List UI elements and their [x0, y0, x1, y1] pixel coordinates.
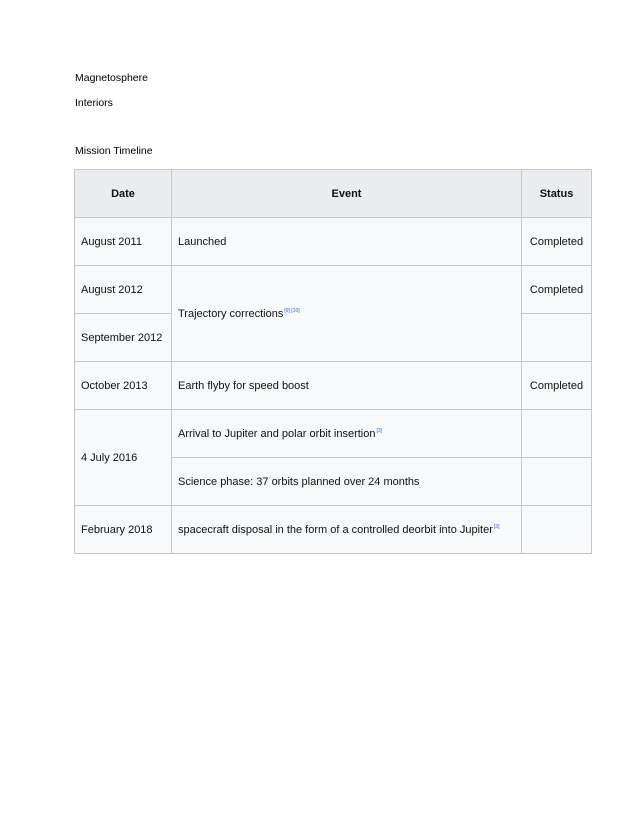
event-cell — [172, 410, 522, 458]
table-row — [75, 266, 592, 314]
reference-link[interactable]: [9] [10] — [284, 307, 300, 314]
table-row — [75, 410, 592, 458]
date-cell: September 2012 — [75, 314, 172, 362]
reference-link[interactable]: [3] — [376, 427, 383, 434]
event-text: Trajectory corrections — [178, 307, 284, 320]
date-cell: August 2012 — [75, 266, 172, 314]
date-cell: 4 July 2016 — [75, 410, 172, 506]
status-cell: Completed — [522, 362, 592, 410]
mission-timeline-table — [74, 169, 592, 554]
date-cell: August 2011 — [75, 218, 172, 266]
event-cell — [172, 266, 522, 362]
status-cell — [522, 314, 592, 362]
paragraph-interiors: Interiors — [75, 97, 113, 109]
header-status: Status — [522, 170, 592, 218]
event-text: Arrival to Jupiter and polar orbit insertion — [178, 427, 376, 440]
status-cell — [522, 458, 592, 506]
table-row — [75, 218, 592, 266]
event-cell: Science phase: 37 orbits planned over 24 months — [172, 458, 522, 506]
status-cell — [522, 410, 592, 458]
status-cell: Completed — [522, 266, 592, 314]
reference-link[interactable]: [3] — [493, 523, 500, 530]
table-row — [75, 362, 592, 410]
status-cell: Completed — [522, 218, 592, 266]
date-cell: October 2013 — [75, 362, 172, 410]
table-header-row — [75, 170, 592, 218]
event-cell: Launched — [172, 218, 522, 266]
timeline-heading: Mission Timeline — [75, 145, 153, 157]
header-date: Date — [75, 170, 172, 218]
table-row — [75, 506, 592, 554]
event-cell — [172, 506, 522, 554]
status-cell — [522, 506, 592, 554]
paragraph-magnetosphere: Magnetosphere — [75, 72, 148, 84]
event-cell: Earth flyby for speed boost — [172, 362, 522, 410]
header-event: Event — [172, 170, 522, 218]
event-text: spacecraft disposal in the form of a controlled deorbit into Jupiter — [178, 523, 493, 536]
date-cell: February 2018 — [75, 506, 172, 554]
